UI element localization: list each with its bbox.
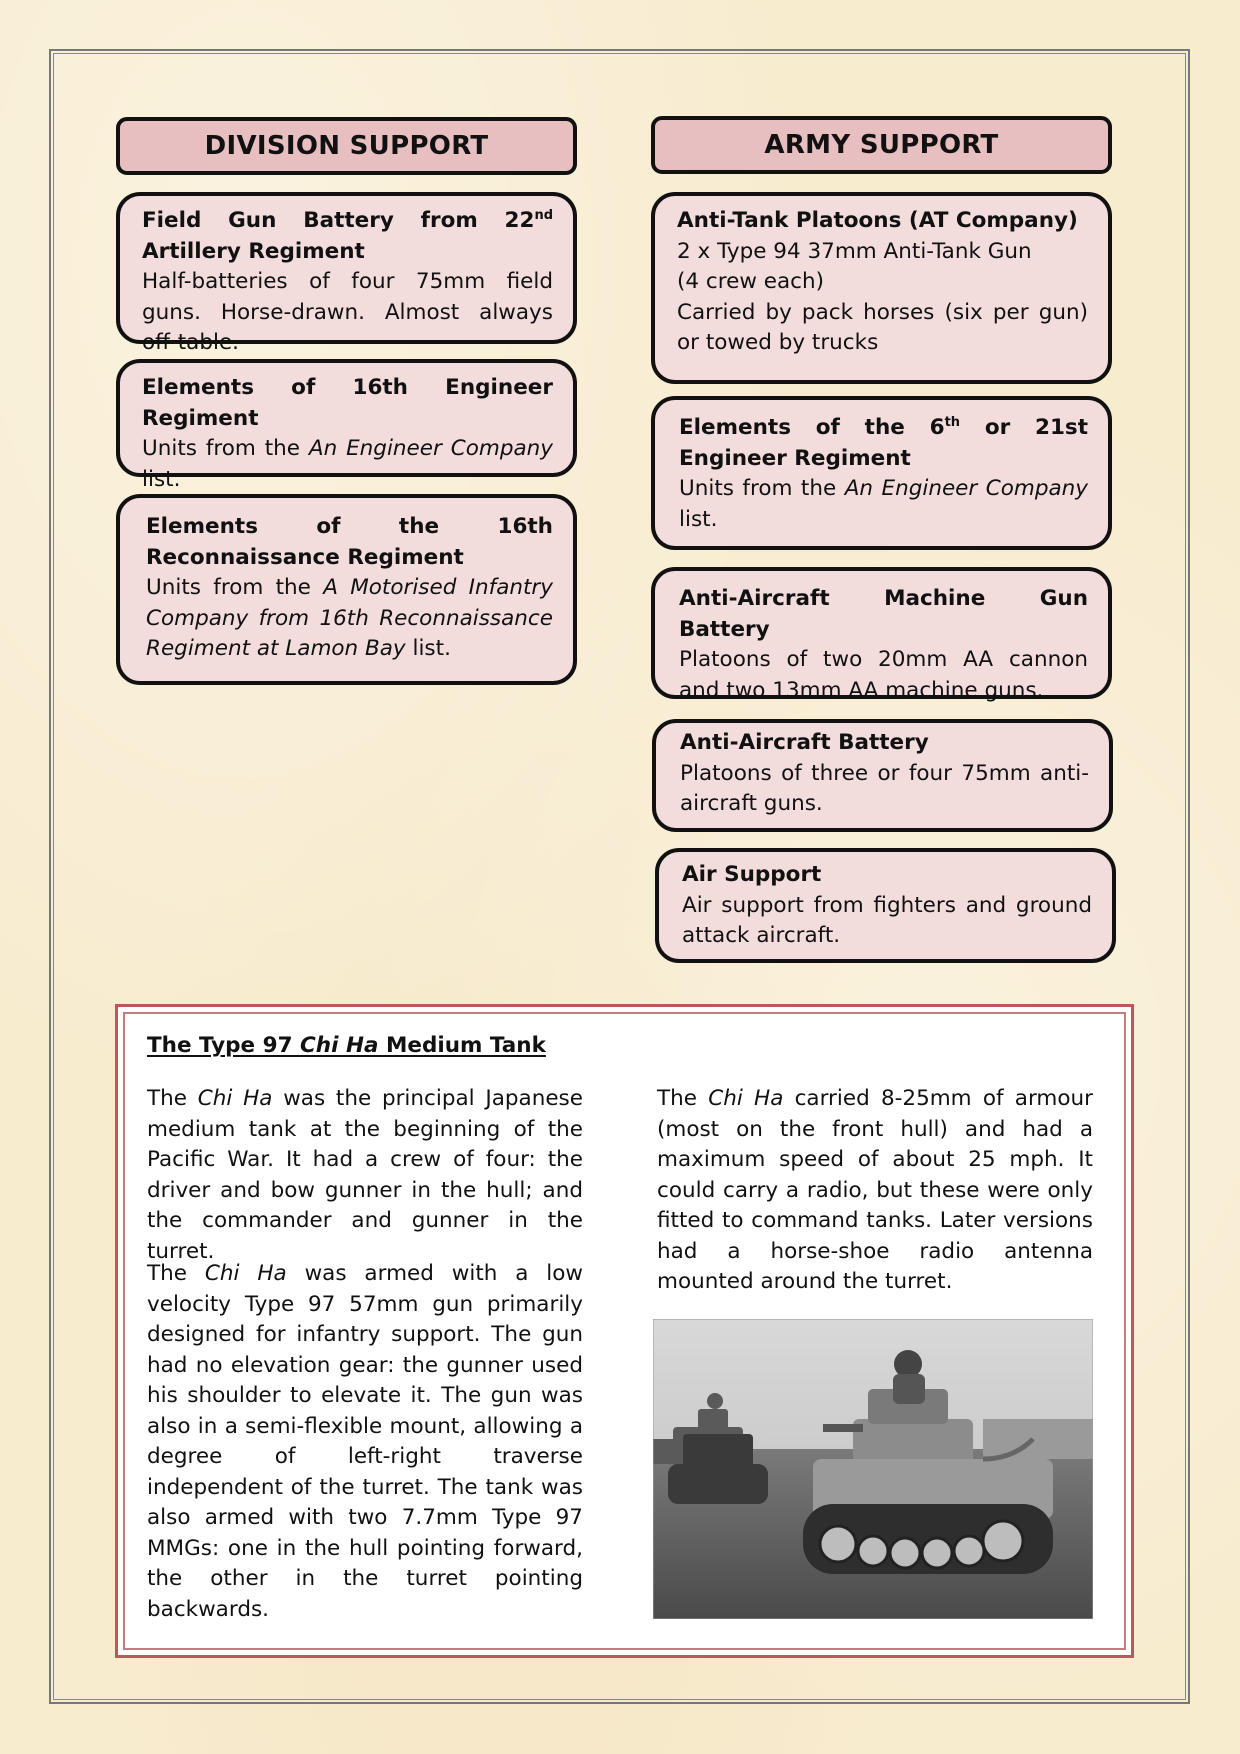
item-title: Air Support (682, 862, 822, 887)
article-title: The Type 97 Chi Ha Medium Tank (147, 1033, 546, 1058)
division-item-reconnaissance-regiment (116, 494, 577, 685)
item-title: Anti-Tank Platoons (AT Company) (677, 208, 1078, 233)
division-item-engineer-regiment (116, 359, 577, 492)
item-title: Elements of the 16th Reconnaissance Regiment (146, 514, 553, 570)
division-item-field-gun-battery (116, 192, 577, 355)
item-title: Elements of 16th Engineer Regiment (142, 375, 553, 431)
item-title: Elements of the 6th or 21st Engineer Regiment (679, 414, 1088, 471)
army-item-air-support (655, 848, 1116, 963)
article-paragraph-2: The Chi Ha was armed with a low velocity Type 97 57mm gun primarily designed for infantry support. The gun had no elevation gear: the gunner used his shoulder to elevate it. The gun was also in a semi-flexible mount, allowing a degree of left-right traverse independent of the turret. The tank was also armed with two 7.7mm Type 97 MMGs: one in the hull pointing forward, the other in the turret pointing backwards. (147, 1261, 584, 1622)
army-item-anti-tank-platoons (651, 192, 1112, 384)
item-description: Units from the An Engineer Company list. (679, 476, 1088, 532)
item-description: Air support from fighters and ground attack aircraft. (682, 892, 1092, 948)
item-description: Units from the A Motorised Infantry Company from 16th Reconnaissance Regiment at Lamon Bay list. (146, 575, 553, 661)
army-support-header (651, 116, 1112, 174)
division-support-title: DIVISION SUPPORT (204, 131, 489, 161)
item-title: Anti-Aircraft Battery (680, 730, 929, 755)
item-description: Platoons of two 20mm AA cannon and two 13mm AA machine guns. (679, 647, 1088, 703)
item-description: Units from the An Engineer Company list. (142, 436, 553, 492)
article-paragraph-3: The Chi Ha carried 8-25mm of armour (most on the front hull) and had a maximum speed of about 25 mph. It could carry a radio, but these were only fitted to command tanks. Later versions had a horse-shoe radio antenna mounted around the turret. (657, 1086, 1093, 1294)
item-description: Platoons of three or four 75mm anti-aircraft guns. (680, 760, 1089, 816)
item-line: 2 x Type 94 37mm Anti-Tank Gun (677, 238, 1032, 264)
army-support-title: ARMY SUPPORT (764, 130, 999, 160)
army-item-aa-machine-gun-battery (651, 567, 1112, 703)
item-description: Carried by pack horses (six per gun) or towed by trucks (677, 299, 1088, 355)
item-description: Half-batteries of four 75mm field guns. Horse-drawn. Almost always off-table. (142, 269, 553, 355)
tank-photo (653, 1319, 1093, 1619)
item-line: (4 crew each) (677, 269, 824, 294)
item-title: Field Gun Battery from 22nd Artillery Regiment (142, 207, 553, 264)
army-item-anti-aircraft-battery (652, 719, 1113, 832)
army-item-engineer-regiment (651, 396, 1112, 550)
article-paragraph-1: The Chi Ha was the principal Japanese medium tank at the beginning of the Pacific War. It had a crew of four: the driver and bow gunner in the hull; and the commander and gunner in the turret. (147, 1086, 583, 1264)
item-title: Anti-Aircraft Machine Gun Battery (679, 586, 1088, 642)
division-support-header (116, 117, 577, 175)
